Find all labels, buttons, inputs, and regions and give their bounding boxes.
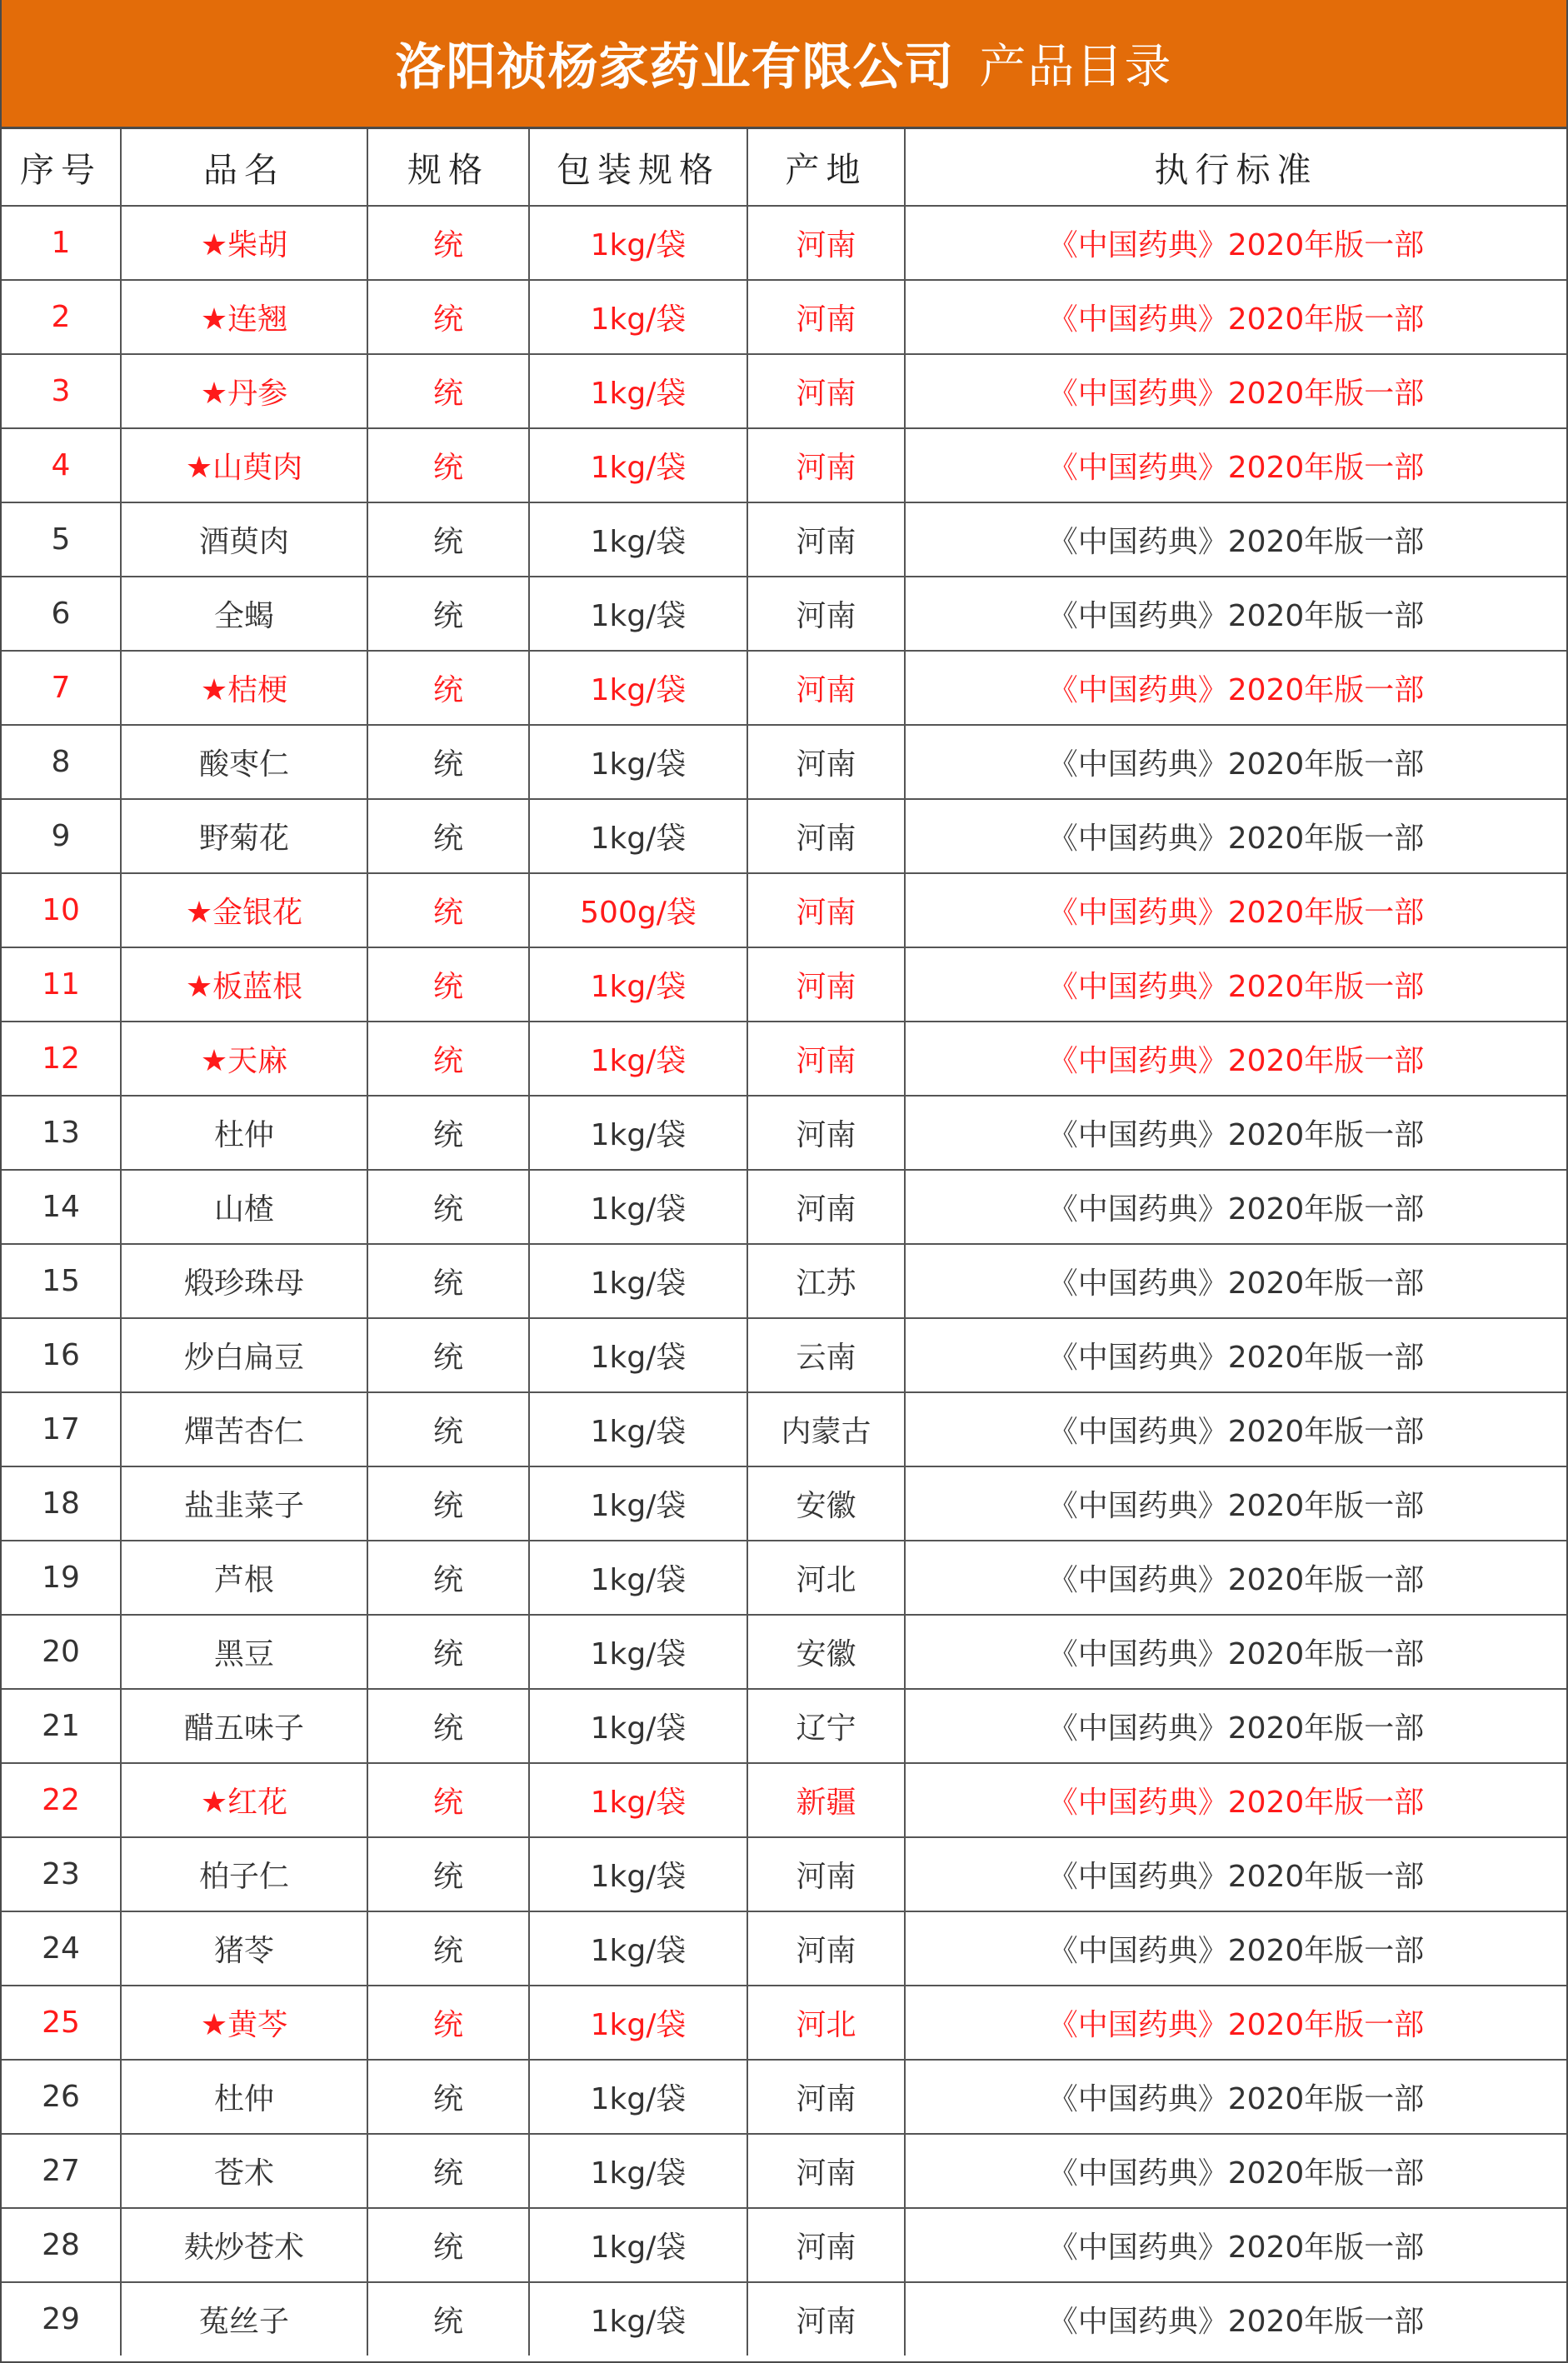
column-header-no: 序号 (2, 129, 121, 206)
cell-name: 菟丝子 (121, 2282, 367, 2356)
cell-standard: 《中国药典》2020年版一部 (905, 577, 1566, 651)
cell-standard: 《中国药典》2020年版一部 (905, 947, 1566, 1022)
cell-pack: 1kg/袋 (529, 1392, 747, 1466)
table-header-row (2, 129, 1566, 206)
catalog-subtitle: 产品目录 (979, 40, 1173, 94)
cell-standard: 《中国药典》2020年版一部 (905, 651, 1566, 725)
table-row (2, 1837, 1566, 1911)
cell-pack: 1kg/袋 (529, 2208, 747, 2282)
cell-spec: 统 (367, 2208, 529, 2282)
table-row (2, 280, 1566, 354)
table-row (2, 2208, 1566, 2282)
cell-pack: 500g/袋 (529, 873, 747, 947)
cell-pack: 1kg/袋 (529, 725, 747, 799)
cell-name: 柏子仁 (121, 1837, 367, 1911)
cell-origin: 河南 (747, 2060, 905, 2134)
cell-no: 1 (2, 206, 121, 280)
cell-no: 28 (2, 2208, 121, 2282)
cell-origin: 辽宁 (747, 1689, 905, 1763)
cell-origin: 河南 (747, 799, 905, 873)
cell-standard: 《中国药典》2020年版一部 (905, 1763, 1566, 1837)
cell-origin: 内蒙古 (747, 1392, 905, 1466)
cell-origin: 河南 (747, 428, 905, 502)
cell-no: 20 (2, 1615, 121, 1689)
cell-origin: 河南 (747, 1096, 905, 1170)
cell-origin: 新疆 (747, 1763, 905, 1837)
cell-origin: 安徽 (747, 1466, 905, 1541)
cell-no: 15 (2, 1244, 121, 1318)
cell-no: 2 (2, 280, 121, 354)
cell-spec: 统 (367, 428, 529, 502)
cell-no: 12 (2, 1022, 121, 1096)
cell-standard: 《中国药典》2020年版一部 (905, 1318, 1566, 1392)
cell-name: ★天麻 (121, 1022, 367, 1096)
cell-standard: 《中国药典》2020年版一部 (905, 1911, 1566, 1986)
cell-origin: 江苏 (747, 1244, 905, 1318)
cell-origin: 河北 (747, 1541, 905, 1615)
cell-spec: 统 (367, 947, 529, 1022)
cell-standard: 《中国药典》2020年版一部 (905, 280, 1566, 354)
cell-no: 14 (2, 1170, 121, 1244)
cell-name: 醋五味子 (121, 1689, 367, 1763)
cell-no: 26 (2, 2060, 121, 2134)
cell-name: 芦根 (121, 1541, 367, 1615)
cell-name: ★连翘 (121, 280, 367, 354)
cell-name: ★金银花 (121, 873, 367, 947)
cell-spec: 统 (367, 1392, 529, 1466)
cell-spec: 统 (367, 502, 529, 577)
table-row (2, 1911, 1566, 1986)
table-row (2, 577, 1566, 651)
column-header-origin: 产地 (747, 129, 905, 206)
table-row (2, 1986, 1566, 2060)
table-row (2, 873, 1566, 947)
cell-standard: 《中国药典》2020年版一部 (905, 1096, 1566, 1170)
table-body (2, 206, 1566, 2356)
table-row (2, 1170, 1566, 1244)
cell-no: 23 (2, 1837, 121, 1911)
cell-pack: 1kg/袋 (529, 799, 747, 873)
cell-spec: 统 (367, 873, 529, 947)
table-row (2, 2134, 1566, 2208)
cell-name: 杜仲 (121, 2060, 367, 2134)
cell-name: 麸炒苍术 (121, 2208, 367, 2282)
cell-spec: 统 (367, 2282, 529, 2356)
cell-standard: 《中国药典》2020年版一部 (905, 1689, 1566, 1763)
table-row (2, 1096, 1566, 1170)
cell-no: 21 (2, 1689, 121, 1763)
cell-standard: 《中国药典》2020年版一部 (905, 2134, 1566, 2208)
cell-pack: 1kg/袋 (529, 2134, 747, 2208)
cell-spec: 统 (367, 1096, 529, 1170)
table-row (2, 2282, 1566, 2356)
cell-origin: 河南 (747, 651, 905, 725)
cell-name: ★丹参 (121, 354, 367, 428)
cell-name: 燀苦杏仁 (121, 1392, 367, 1466)
cell-spec: 统 (367, 280, 529, 354)
cell-name: ★柴胡 (121, 206, 367, 280)
cell-no: 27 (2, 2134, 121, 2208)
cell-name: 猪苓 (121, 1911, 367, 1986)
cell-spec: 统 (367, 1911, 529, 1986)
cell-pack: 1kg/袋 (529, 1170, 747, 1244)
table-row (2, 947, 1566, 1022)
cell-spec: 统 (367, 1318, 529, 1392)
cell-name: 酒萸肉 (121, 502, 367, 577)
cell-standard: 《中国药典》2020年版一部 (905, 1170, 1566, 1244)
cell-name: 苍术 (121, 2134, 367, 2208)
cell-origin: 河南 (747, 577, 905, 651)
cell-pack: 1kg/袋 (529, 1466, 747, 1541)
cell-standard: 《中国药典》2020年版一部 (905, 1466, 1566, 1541)
cell-origin: 河南 (747, 1022, 905, 1096)
cell-pack: 1kg/袋 (529, 1318, 747, 1392)
table-row (2, 651, 1566, 725)
cell-standard: 《中国药典》2020年版一部 (905, 799, 1566, 873)
cell-standard: 《中国药典》2020年版一部 (905, 354, 1566, 428)
cell-no: 24 (2, 1911, 121, 1986)
cell-standard: 《中国药典》2020年版一部 (905, 2282, 1566, 2356)
cell-origin: 河南 (747, 725, 905, 799)
cell-origin: 河南 (747, 2208, 905, 2282)
cell-pack: 1kg/袋 (529, 1986, 747, 2060)
column-header-spec: 规格 (367, 129, 529, 206)
cell-name: 酸枣仁 (121, 725, 367, 799)
table-row (2, 1244, 1566, 1318)
cell-pack: 1kg/袋 (529, 2282, 747, 2356)
cell-no: 10 (2, 873, 121, 947)
cell-spec: 统 (367, 1689, 529, 1763)
cell-standard: 《中国药典》2020年版一部 (905, 1615, 1566, 1689)
cell-pack: 1kg/袋 (529, 206, 747, 280)
cell-origin: 河南 (747, 947, 905, 1022)
cell-spec: 统 (367, 799, 529, 873)
cell-pack: 1kg/袋 (529, 577, 747, 651)
product-table (2, 129, 1566, 2356)
cell-spec: 统 (367, 354, 529, 428)
cell-pack: 1kg/袋 (529, 502, 747, 577)
cell-no: 18 (2, 1466, 121, 1541)
cell-pack: 1kg/袋 (529, 651, 747, 725)
table-row (2, 354, 1566, 428)
cell-name: 盐韭菜子 (121, 1466, 367, 1541)
cell-standard: 《中国药典》2020年版一部 (905, 1392, 1566, 1466)
cell-spec: 统 (367, 1615, 529, 1689)
cell-standard: 《中国药典》2020年版一部 (905, 1986, 1566, 2060)
table-row (2, 799, 1566, 873)
cell-no: 11 (2, 947, 121, 1022)
cell-spec: 统 (367, 2060, 529, 2134)
table-row (2, 1689, 1566, 1763)
cell-standard: 《中国药典》2020年版一部 (905, 428, 1566, 502)
cell-origin: 河南 (747, 2282, 905, 2356)
cell-no: 9 (2, 799, 121, 873)
cell-standard: 《中国药典》2020年版一部 (905, 2060, 1566, 2134)
cell-spec: 统 (367, 1170, 529, 1244)
cell-spec: 统 (367, 1986, 529, 2060)
cell-origin: 河北 (747, 1986, 905, 2060)
cell-no: 16 (2, 1318, 121, 1392)
cell-spec: 统 (367, 1541, 529, 1615)
cell-spec: 统 (367, 577, 529, 651)
column-header-name: 品名 (121, 129, 367, 206)
cell-origin: 河南 (747, 873, 905, 947)
cell-pack: 1kg/袋 (529, 428, 747, 502)
cell-pack: 1kg/袋 (529, 1615, 747, 1689)
cell-name: 野菊花 (121, 799, 367, 873)
cell-origin: 云南 (747, 1318, 905, 1392)
cell-pack: 1kg/袋 (529, 1022, 747, 1096)
cell-name: 炒白扁豆 (121, 1318, 367, 1392)
cell-standard: 《中国药典》2020年版一部 (905, 1837, 1566, 1911)
cell-no: 25 (2, 1986, 121, 2060)
cell-spec: 统 (367, 2134, 529, 2208)
table-row (2, 502, 1566, 577)
cell-no: 22 (2, 1763, 121, 1837)
cell-origin: 安徽 (747, 1615, 905, 1689)
cell-spec: 统 (367, 1244, 529, 1318)
cell-no: 5 (2, 502, 121, 577)
column-header-pack: 包装规格 (529, 129, 747, 206)
cell-no: 13 (2, 1096, 121, 1170)
cell-no: 8 (2, 725, 121, 799)
cell-pack: 1kg/袋 (529, 280, 747, 354)
cell-origin: 河南 (747, 2134, 905, 2208)
cell-no: 3 (2, 354, 121, 428)
cell-origin: 河南 (747, 502, 905, 577)
cell-pack: 1kg/袋 (529, 1244, 747, 1318)
cell-pack: 1kg/袋 (529, 947, 747, 1022)
cell-spec: 统 (367, 206, 529, 280)
cell-pack: 1kg/袋 (529, 1096, 747, 1170)
cell-spec: 统 (367, 1763, 529, 1837)
cell-pack: 1kg/袋 (529, 1837, 747, 1911)
cell-spec: 统 (367, 1837, 529, 1911)
table-row (2, 1615, 1566, 1689)
cell-no: 17 (2, 1392, 121, 1466)
cell-name: 全蝎 (121, 577, 367, 651)
cell-no: 6 (2, 577, 121, 651)
cell-standard: 《中国药典》2020年版一部 (905, 2208, 1566, 2282)
table-row (2, 2060, 1566, 2134)
cell-pack: 1kg/袋 (529, 1911, 747, 1986)
cell-origin: 河南 (747, 280, 905, 354)
cell-name: 山楂 (121, 1170, 367, 1244)
table-row (2, 428, 1566, 502)
cell-name: ★山萸肉 (121, 428, 367, 502)
cell-no: 29 (2, 2282, 121, 2356)
table-row (2, 1318, 1566, 1392)
cell-standard: 《中国药典》2020年版一部 (905, 1541, 1566, 1615)
cell-pack: 1kg/袋 (529, 1763, 747, 1837)
cell-name: ★桔梗 (121, 651, 367, 725)
cell-origin: 河南 (747, 1170, 905, 1244)
cell-name: 黑豆 (121, 1615, 367, 1689)
cell-spec: 统 (367, 725, 529, 799)
cell-name: ★红花 (121, 1763, 367, 1837)
table-row (2, 1541, 1566, 1615)
cell-name: ★板蓝根 (121, 947, 367, 1022)
cell-no: 4 (2, 428, 121, 502)
cell-standard: 《中国药典》2020年版一部 (905, 206, 1566, 280)
cell-pack: 1kg/袋 (529, 1689, 747, 1763)
cell-standard: 《中国药典》2020年版一部 (905, 502, 1566, 577)
cell-pack: 1kg/袋 (529, 1541, 747, 1615)
table-row (2, 1763, 1566, 1837)
company-name: 洛阳祯杨家药业有限公司 (395, 38, 955, 97)
cell-spec: 统 (367, 1466, 529, 1541)
table-row (2, 206, 1566, 280)
cell-origin: 河南 (747, 1911, 905, 1986)
table-row (2, 1022, 1566, 1096)
cell-spec: 统 (367, 1022, 529, 1096)
cell-standard: 《中国药典》2020年版一部 (905, 1244, 1566, 1318)
cell-pack: 1kg/袋 (529, 2060, 747, 2134)
cell-no: 7 (2, 651, 121, 725)
cell-origin: 河南 (747, 1837, 905, 1911)
cell-spec: 统 (367, 651, 529, 725)
title-bar (2, 0, 1566, 129)
cell-origin: 河南 (747, 206, 905, 280)
table-row (2, 1466, 1566, 1541)
cell-standard: 《中国药典》2020年版一部 (905, 1022, 1566, 1096)
cell-pack: 1kg/袋 (529, 354, 747, 428)
cell-name: ★黄芩 (121, 1986, 367, 2060)
cell-name: 杜仲 (121, 1096, 367, 1170)
column-header-standard: 执行标准 (905, 129, 1566, 206)
table-row (2, 725, 1566, 799)
table-row (2, 1392, 1566, 1466)
cell-origin: 河南 (747, 354, 905, 428)
cell-standard: 《中国药典》2020年版一部 (905, 725, 1566, 799)
cell-no: 19 (2, 1541, 121, 1615)
cell-standard: 《中国药典》2020年版一部 (905, 873, 1566, 947)
cell-name: 煅珍珠母 (121, 1244, 367, 1318)
